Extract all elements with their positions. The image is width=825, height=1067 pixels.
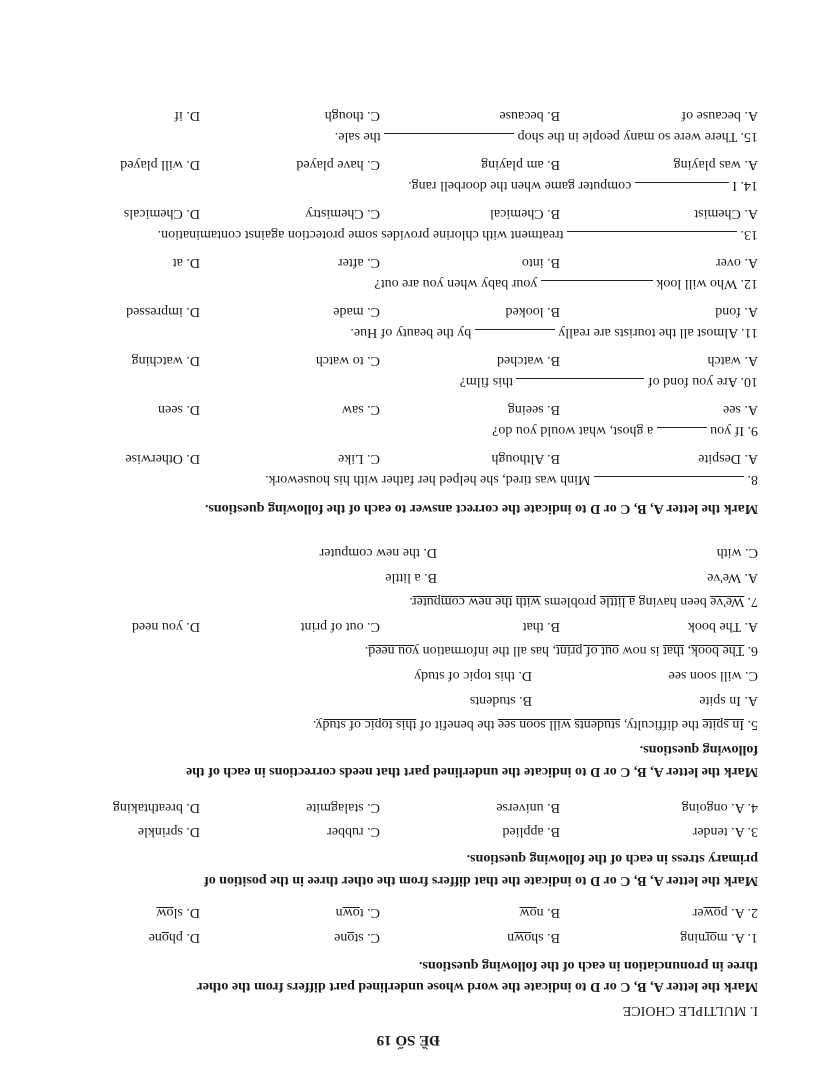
q12-option-b: B. into (521, 255, 560, 270)
q1-option-d: D. phone (148, 930, 200, 945)
q14-blank (635, 182, 729, 195)
q11-option-b: B. looked (505, 304, 560, 319)
q8-blank (594, 476, 744, 489)
q10-option-a: A. watch (707, 353, 758, 368)
pronunciation-instruction-line2: three in pronunciation in each of the following questions. (418, 958, 758, 973)
q5-option-c: C. will soon see (668, 668, 758, 683)
correction-instruction-line2: following questions. (639, 742, 758, 757)
q3-option-c: C. rubber (327, 824, 380, 839)
q15-stem: 15. There were so many people in the shop the sale. (334, 129, 758, 144)
q6-option-b: B. that (522, 619, 560, 634)
q9-stem: 9. If you a ghost, what would you do? (492, 423, 758, 438)
q10-option-c: C. to watch (315, 353, 380, 368)
q6-option-d: D. you need (131, 619, 200, 634)
q5-option-d: D. this topic of study (414, 668, 532, 683)
q7-option-d: D. the new computer (319, 545, 437, 560)
q3-option-a: 3. A. tender (692, 824, 758, 839)
q6-option-a: A. The book (687, 619, 758, 634)
page-title: ĐỀ SỐ 19 (376, 1032, 440, 1048)
correction-instruction-line1: Mark the letter A, B, C or D to indicate the underlined part that needs corrections in each of the (186, 764, 758, 779)
q4-option-b: B. universe (496, 800, 560, 815)
q13-option-c: C. Chemistry (305, 206, 380, 221)
q12-option-a: A. over (716, 255, 758, 270)
q11-blank (475, 329, 555, 342)
q10-blank (516, 378, 644, 391)
q11-option-c: C. made (333, 304, 380, 319)
q6-stem: 6. The book, that is now out of print, has all the information you need. (364, 643, 758, 658)
q10-option-b: B. watched (497, 353, 560, 368)
q12-option-d: D. at (172, 255, 200, 270)
q6-option-c: C. out of print (300, 619, 380, 634)
q11-stem: 11. Almost all the tourists are really by the beauty of Hue. (350, 325, 758, 340)
q9-option-c: C. saw (341, 402, 380, 417)
q10-stem: 10. Are you fond of this film? (459, 374, 758, 389)
stress-instruction-line2: primary stress in each of the following questions. (466, 851, 758, 866)
pronunciation-instruction-line1: Mark the letter A, B, C or D to indicate the word whose underlined part differs from the other (196, 979, 758, 994)
q8-option-c: C. Like (338, 451, 380, 466)
q1-option-a: 1. A. morning (680, 930, 758, 945)
stress-instruction-line1: Mark the letter A, B, C or D to indicate the that differs from the other three in the position of (204, 873, 758, 888)
q15-option-a: A. because of (681, 108, 758, 123)
q4-option-c: C. stalagmite (306, 800, 380, 815)
q1-option-b: B. shown (507, 930, 560, 945)
q2-option-b: B. now (519, 905, 560, 920)
q7-option-b: B. a little (385, 570, 437, 585)
q9-option-b: B. seeing (507, 402, 560, 417)
q4-option-d: D. breathtaking (112, 800, 200, 815)
section-heading: I. MULTIPLE CHOICE (622, 1003, 758, 1018)
q11-option-d: D. impressed (126, 304, 200, 319)
q9-option-d: D. seen (158, 402, 200, 417)
q15-option-d: D. if (174, 108, 200, 123)
q5-option-b: B. students (469, 693, 532, 708)
q15-option-c: C. though (324, 108, 380, 123)
q11-option-a: A. fond (715, 304, 758, 319)
q14-option-d: D. will played (120, 157, 200, 172)
q9-option-a: A. see (723, 402, 758, 417)
q14-option-c: C. have played (296, 157, 380, 172)
q2-option-a: 2. A. power (692, 905, 758, 920)
q13-stem: 13. treatment with chlorine provides some protection against contamination. (157, 227, 758, 242)
q7-option-c: C. with (716, 545, 758, 560)
q1-option-c: C. stone (334, 930, 380, 945)
q9-blank (657, 427, 707, 440)
completion-instruction: Mark the letter A, B, C or D to indicate the correct answer to each of the following questions. (204, 501, 758, 516)
q8-option-d: D. Otherwise (125, 451, 200, 466)
q15-option-b: B. because (499, 108, 560, 123)
q10-option-d: D. watching (131, 353, 200, 368)
q8-stem: 8. Minh was tired, she helped her father with his housework. (265, 472, 758, 487)
q8-option-a: A. Despite (698, 451, 758, 466)
q7-option-a: A. We've (707, 570, 758, 585)
q15-blank (384, 133, 514, 146)
q4-option-a: 4. A. ongoing (681, 800, 758, 815)
q12-blank (541, 280, 653, 293)
q13-option-b: B. Chemical (490, 206, 560, 221)
q7-stem: 7. We've been having a little problems with the new computer. (409, 594, 758, 609)
q5-option-a: A. In spite (699, 693, 758, 708)
q13-option-a: A. Chemist (694, 206, 758, 221)
q12-stem: 12. Who will look your baby when you are out? (374, 276, 758, 291)
q14-option-b: B. am playing (481, 157, 560, 172)
q3-option-d: D. sprinkle (137, 824, 200, 839)
q8-option-b: B. Although (491, 451, 560, 466)
q2-option-c: C. town (335, 905, 380, 920)
q12-option-c: C. after (338, 255, 380, 270)
q5-stem: 5. In spite the difficulty, students will soon see the benefit of this topic of study. (312, 717, 758, 732)
q14-stem: 14. I computer game when the doorbell rang. (408, 178, 758, 193)
q13-blank (567, 231, 737, 244)
q3-option-b: B. applied (502, 824, 560, 839)
q2-option-d: D. slow (156, 905, 200, 920)
q14-option-a: A. was playing (673, 157, 758, 172)
q13-option-d: D. Chemicals (123, 206, 200, 221)
